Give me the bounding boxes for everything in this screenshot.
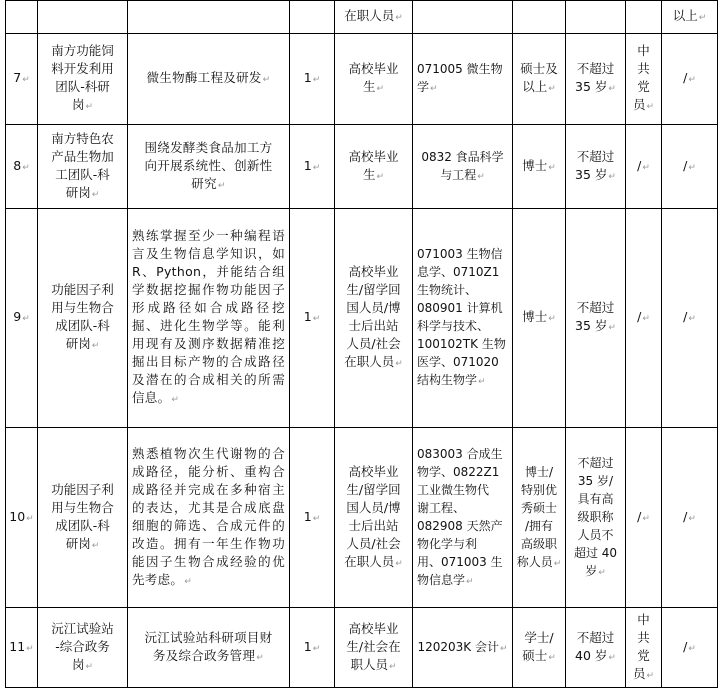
table-row xyxy=(6,125,718,209)
row-number: 10↵ xyxy=(6,428,38,608)
paragraph-mark: ↵ xyxy=(698,13,707,23)
applicant-source: 在职人员↵ xyxy=(335,1,413,34)
job-description: 沅江试验站科研项目财 务及综合政务管理↵ xyxy=(128,608,290,688)
table-row xyxy=(6,608,718,688)
job-description: 熟悉植物次生代谢物的合成路径，能分析、重构合成路径并完成在多种宿主的表达，尤其是合成底盘细胞的筛选、合成元件的改造。拥有一年生作物功能因子生物合成经验的优先考虑。↵ xyxy=(128,428,290,608)
table-row xyxy=(6,209,718,428)
major: 071005 微生物 学↵ xyxy=(413,34,513,125)
major: 120203K 会计↵ xyxy=(413,608,513,688)
age-limit: 不超过 40 岁↵ xyxy=(566,608,626,688)
headcount xyxy=(290,1,335,34)
headcount: 1↵ xyxy=(290,125,335,209)
major: 071003 生物信 息学、0710Z1 生物统计、 080901 计算机 科学与技术、 100102TK 生物 医学、071020 结构生物学↵ xyxy=(413,209,513,428)
post-name: 南方功能饲 料开发利用 团队-科研 岗↵ xyxy=(38,34,128,125)
post-name xyxy=(38,1,128,34)
row-number: 7↵ xyxy=(6,34,38,125)
job-description: 围绕发酵类食品加工方 向开展系统性、创新性 研究↵ xyxy=(128,125,290,209)
other-requirement: /↵ xyxy=(662,209,718,428)
age-limit: 不超过 35 岁↵ xyxy=(566,209,626,428)
applicant-source: 高校毕业 生/留学回 国人员/博 士后出站 人员/社会 在职人员↵ xyxy=(335,428,413,608)
headcount: 1↵ xyxy=(290,428,335,608)
other-requirement: /↵ xyxy=(662,428,718,608)
degree: 博士↵ xyxy=(513,209,566,428)
table-row xyxy=(6,34,718,125)
major xyxy=(413,1,513,34)
other-requirement: 以上↵ xyxy=(662,1,718,34)
age-limit: 不超过 35 岁↵ xyxy=(566,125,626,209)
age-limit: 不超过 35 岁↵ xyxy=(566,34,626,125)
political-status: 中 共 党 员↵ xyxy=(626,608,662,688)
headcount: 1↵ xyxy=(290,209,335,428)
other-requirement: /↵ xyxy=(662,608,718,688)
applicant-source: 高校毕业 生↵ xyxy=(335,34,413,125)
major: 083003 合成生 物学、0822Z1 工业微生物代 谢工程、 082908 天然产 物化学与利 用、071003 生 物信息学↵ xyxy=(413,428,513,608)
job-description xyxy=(128,1,290,34)
political-status: /↵ xyxy=(626,209,662,428)
political-status: 中 共 党 员↵ xyxy=(626,34,662,125)
degree: 学士/ 硕士↵ xyxy=(513,608,566,688)
degree: 硕士及 以上↵ xyxy=(513,34,566,125)
headcount: 1↵ xyxy=(290,34,335,125)
table-row xyxy=(6,428,718,608)
post-name: 功能因子利 用与生物合 成团队-科 研岗↵ xyxy=(38,428,128,608)
row-number: 8↵ xyxy=(6,125,38,209)
row-number: 11↵ xyxy=(6,608,38,688)
applicant-source: 高校毕业 生/社会在 职人员↵ xyxy=(335,608,413,688)
row-number xyxy=(6,1,38,34)
age-limit xyxy=(566,1,626,34)
age-limit: 不超过 35 岁/ 具有高 级职称 人员不 超过 40 岁↵ xyxy=(566,428,626,608)
post-name: 功能因子利 用与生物合 成团队-科 研岗↵ xyxy=(38,209,128,428)
applicant-source: 高校毕业 生↵ xyxy=(335,125,413,209)
job-description: 微生物酶工程及研发↵ xyxy=(128,34,290,125)
major: 0832 食品科学 与工程↵ xyxy=(413,125,513,209)
table-row xyxy=(6,1,718,34)
political-status xyxy=(626,1,662,34)
other-requirement: /↵ xyxy=(662,34,718,125)
degree: 博士/ 特别优 秀硕士 /拥有 高级职 称人员↵ xyxy=(513,428,566,608)
political-status: /↵ xyxy=(626,125,662,209)
applicant-source: 高校毕业 生/留学回 国人员/博 士后出站 人员/社会 在职人员↵ xyxy=(335,209,413,428)
job-description: 熟练掌握至少一种编程语言及生物信息学知识，如 R、Python，并能结合组学数据挖掘作物功能因子形成路径如合成路径挖掘、进化生物学等。能利用现有及测序数据精准挖掘出目标产物的合成路径及潜在的合成相关的所需信息。↵ xyxy=(128,209,290,428)
headcount: 1↵ xyxy=(290,608,335,688)
recruitment-table xyxy=(5,0,718,688)
degree: 博士↵ xyxy=(513,125,566,209)
paragraph-mark: ↵ xyxy=(395,13,403,23)
post-name: 南方特色农 产品生物加 工团队-科 研岗↵ xyxy=(38,125,128,209)
degree xyxy=(513,1,566,34)
post-name: 沅江试验站 -综合政务 岗↵ xyxy=(38,608,128,688)
row-number: 9↵ xyxy=(6,209,38,428)
other-requirement: /↵ xyxy=(662,125,718,209)
political-status: /↵ xyxy=(626,428,662,608)
